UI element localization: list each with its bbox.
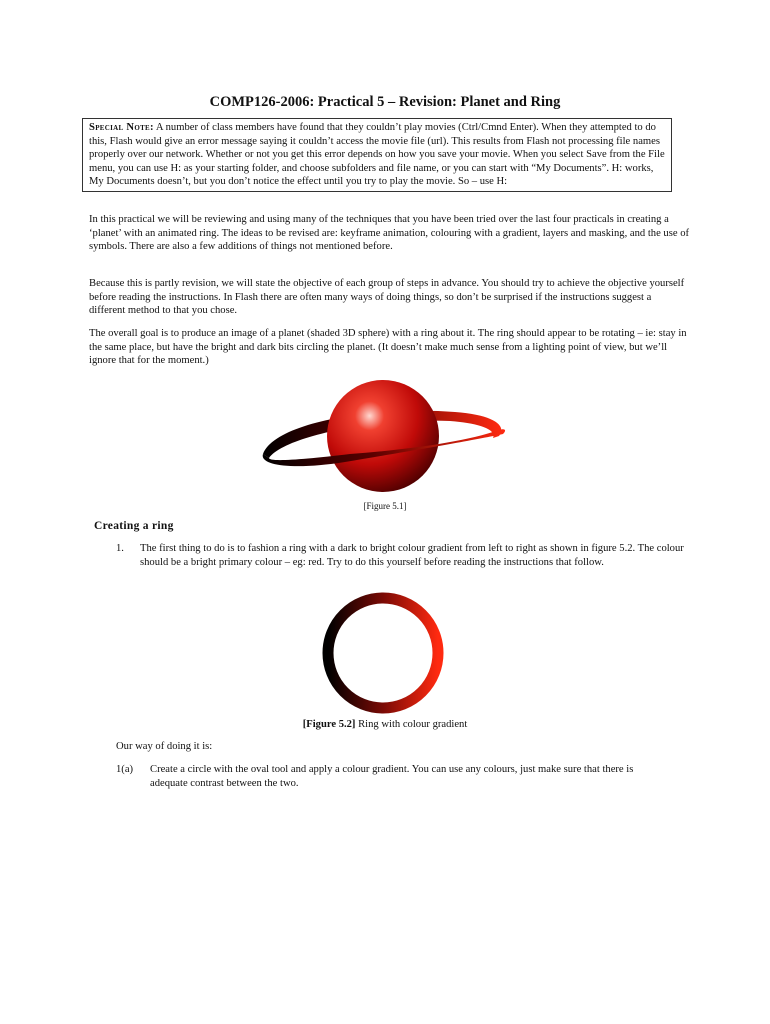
- page-title: COMP126-2006: Practical 5 – Revision: Planet and Ring: [209, 94, 561, 110]
- figure-5-2-caption: [0, 719, 770, 730]
- special-note-text: A number of class members have found that they couldn’t play movies (Ctrl/Cmnd Enter). When they attempted to do this, Flash would give an error message saying it couldn’t access the movie file (url). This results from Flash not processing file names properly over our network. Whether or not you get this error depends on how you save your movie. When you select Save from the File menu, you can use H: as your starting folder, and choose subfolders and file name, or you can start with “My Documents”. H: works, My Documents doesn’t, but you don’t notice the effect until you try to play the movie. So – use H:: [89, 122, 665, 188]
- step-1-text: The first thing to do is to fashion a ring with a dark to bright colour gradient from left to right as shown in figure 5.2. The colour should be a bright primary colour – eg: red. Try to do this yourself before reading the instructions that follow.: [140, 543, 684, 568]
- intro-paragraph: In this practical we will be reviewing and using many of the techniques that you have been tried over the last four practicals in creating a ‘planet’ with an animated ring. The ideas to be revised are: keyframe animation, colouring with a gradient, layers and masking, and the use of symbols. There are also a few additions of things not mentioned before.: [89, 214, 690, 253]
- figure-5-1-caption: [Figure 5.1]: [363, 501, 407, 511]
- step-1-number: 1.: [116, 543, 124, 554]
- step-1a-number: 1(a): [116, 764, 134, 775]
- planet-sphere: [327, 380, 439, 492]
- special-note-box: [82, 118, 672, 192]
- step-1a-text: Create a circle with the oval tool and apply a colour gradient. You can use any colours, just make sure that there is adequate contrast between the two.: [150, 764, 634, 789]
- section-heading: Creating a ring: [94, 520, 174, 532]
- method-intro: Our way of doing it is:: [116, 741, 213, 752]
- figure-planet-and-ring: [255, 374, 510, 499]
- gradient-ring: [328, 598, 438, 708]
- revision-paragraph: Because this is partly revision, we will state the objective of each group of steps in advance. You should try to achieve the objective yourself before reading the instructions. In Flash there are often many ways of doing things, so don’t be surprised if the instructions suggest a different method to that you chose.: [89, 278, 685, 317]
- figure-gradient-ring: [318, 590, 448, 716]
- special-note-label: Special Note:: [89, 122, 154, 133]
- figure-5-2-text: Ring with colour gradient: [355, 719, 468, 730]
- goal-paragraph: The overall goal is to produce an image of a planet (shaded 3D sphere) with a ring about it. The ring should appear to be rotating – ie: stay in the same place, but have the bright and dark bits circling the planet. (It doesn’t make much sense from a lighting point of view, but we’ll ignore that for the moment.): [89, 328, 687, 367]
- figure-5-2-label: [Figure 5.2]: [302, 719, 356, 730]
